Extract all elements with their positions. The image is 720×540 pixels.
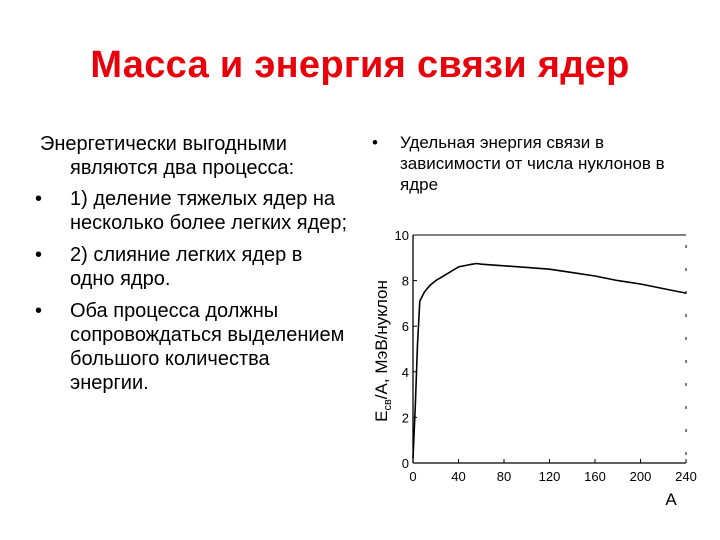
y-axis-label [372,280,394,422]
x-axis-label: A [665,490,677,509]
left-column [40,132,350,403]
y-tick-label: 2 [401,410,409,426]
chart-caption: • Удельная энергия связи в зависимости от числа нуклонов в ядре [372,132,672,195]
y-tick-label: 8 [401,273,409,289]
list-item: • 1) деление тяжелых ядер на несколько более легких ядер; [40,187,350,235]
x-tick-label: 0 [409,469,417,484]
right-column [372,132,672,195]
binding-energy-chart [355,222,700,512]
x-tick-label: 120 [538,469,561,484]
x-tick-label: 80 [496,469,512,484]
y-axis-label-sub: св [382,399,394,411]
x-tick-label: 160 [584,469,606,484]
x-tick-label: 200 [629,469,652,484]
list-item: • 2) слияние легких ядер в одно ядро. [40,243,350,291]
y-tick-label: 0 [401,456,409,471]
x-tick-label: 240 [675,469,697,484]
list-item: • Оба процесса должны сопровождаться выделением большого количества энергии. [40,299,350,395]
y-tick-label: 6 [401,319,409,335]
process-list [40,187,350,395]
slide-title: Масса и энергия связи ядер [90,44,630,86]
y-axis-label-main: E [372,410,391,422]
y-tick-label: 4 [401,364,409,380]
binding-energy-curve [413,264,686,459]
y-tick-label: 10 [394,228,409,243]
y-axis-label-rest: /A, МэВ/нуклон [372,280,391,400]
intro-text: Энергетически выгодными являются два процесса: [40,133,295,179]
x-tick-label: 40 [451,469,466,484]
